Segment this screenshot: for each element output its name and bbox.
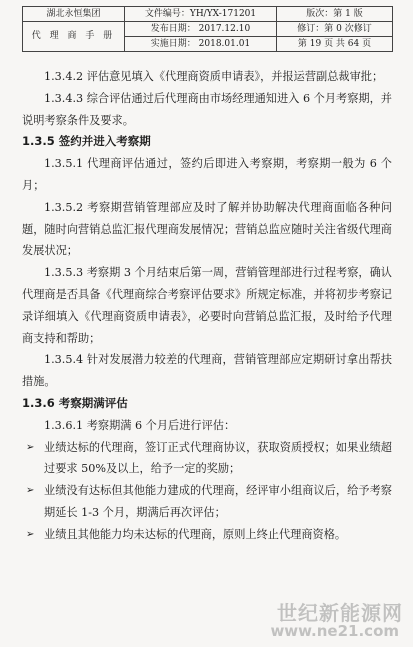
document-number: 文件编号：YH/YX-171201 bbox=[125, 7, 277, 22]
paragraph-1-3-4-2: 1.3.4.2 评估意见填入《代理商资质申请表》，并报运营副总裁审批； bbox=[44, 70, 384, 83]
paragraph-1-3-5-2: 1.3.5.2 考察期营销管理部应及时了解并协助解决代理商面临各种问题，随时向营销总监汇报代理商发展情况；营销总监应随时关注省级代理商发展状况； bbox=[22, 200, 392, 258]
list-item bbox=[22, 437, 392, 481]
revision: 修订：第 0 次修订 bbox=[277, 22, 393, 37]
paragraph-1-3-4-3: 1.3.4.3 综合评估通过后代理商由市场经理通知进入 6 个月考察期，并说明考察条件及要求。 bbox=[22, 91, 392, 127]
issue-date: 发布日期： 2017.12.10 bbox=[125, 22, 277, 37]
list-item-text: 业绩且其他能力均未达标的代理商，原则上终止代理商资格。 bbox=[44, 527, 347, 541]
document-header-table bbox=[22, 6, 393, 52]
paragraph-1-3-5-3: 1.3.5.3 考察期 3 个月结束后第一周，营销管理部进行过程考察，确认代理商是否具备《代理商综合考察评估要求》所规定标准，并将初步考察记录详细填入《代理商资质申请表》，必要时向营销总监汇报，及时给予代理商支持和帮助； bbox=[22, 266, 392, 345]
paragraph-1-3-5-1: 1.3.5.1 代理商评估通过，签约后即进入考察期，考察期一般为 6 个月； bbox=[22, 157, 392, 192]
list-item-text: 业绩达标的代理商，签订正式代理商协议，获取资质授权；如果业绩超过要求 50%及以上，给予一定的奖励； bbox=[44, 440, 392, 476]
section-heading-1-3-5: 1.3.5 签约并进入考察期 bbox=[22, 134, 151, 149]
arrow-bullet-icon: ➢ bbox=[26, 441, 35, 453]
manual-title: 代 理 商 手 册 bbox=[23, 22, 125, 52]
watermark-url: www.ne21.com bbox=[270, 622, 399, 640]
watermark-site-name: 世纪新能源网 bbox=[277, 601, 403, 625]
effective-date: 实施日期： 2018.01.01 bbox=[125, 37, 277, 52]
company-name: 湖北永恒集团 bbox=[23, 7, 125, 22]
paragraph-1-3-5-4: 1.3.5.4 针对发展潜力较差的代理商，营销管理部应定期研讨拿出帮扶措施。 bbox=[22, 353, 392, 389]
section-heading-1-3-6: 1.3.6 考察期满评估 bbox=[22, 395, 128, 410]
page-number: 第 19 页 共 64 页 bbox=[277, 37, 393, 52]
document-body bbox=[22, 66, 392, 546]
list-item bbox=[22, 524, 392, 546]
arrow-bullet-icon: ➢ bbox=[26, 485, 35, 497]
arrow-bullet-icon: ➢ bbox=[26, 528, 35, 540]
version: 版次：第 1 版 bbox=[277, 7, 393, 22]
list-item-text: 业绩没有达标但其他能力建成的代理商，经评审小组商议后，给予考察期延长 1-3 个月，期满后再次评估； bbox=[44, 484, 392, 519]
paragraph-1-3-6-1: 1.3.6.1 考察期满 6 个月后进行评估： bbox=[44, 418, 236, 432]
list-item bbox=[22, 480, 392, 524]
